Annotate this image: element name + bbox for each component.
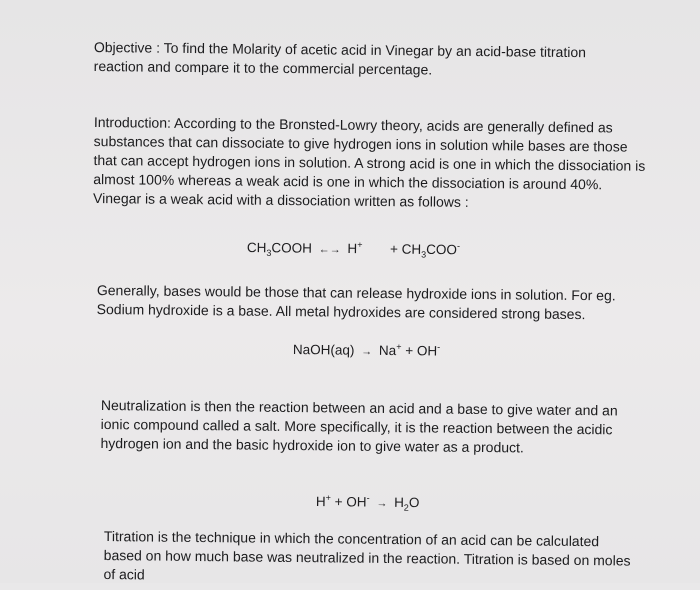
neutralization-paragraph: Neutralization is then the reaction between an acid and a base to give water and an ionic compound called a salt. More specifically, it is the reaction between the acidic hydrogen ion and the basic hydroxide ion to give water as a product. xyxy=(100,396,618,456)
water-formation-equation: $H^+ + OH^- \to H_2O$ xyxy=(315,492,420,513)
introduction-paragraph: Introduction: According to the Bronsted-Lowry theory, acids are generally defined as substances that can dissociate to give hydrogen ions in solution while bases are those that can accept hydrogen ions in solution. A strong acid is one in which the dissociation is almost 100% whereas a weak acid is one in which the dissociation is around 40%. Vinegar is a weak acid with a dissociation written as follows : xyxy=(93,113,646,210)
acetic-acid-dissociation-equation: $CH_3COOH$ ←→ $H^+ + CH_3COO^-$ xyxy=(246,239,461,260)
titration-paragraph: Titration is the technique in which the concentration of an acid can be calculated based on how much base was neutralized in the reaction. Titration is based on moles of acid xyxy=(103,527,631,583)
bases-paragraph: Generally, bases would be those that can release hydroxide ions in solution. For eg. Sodium hydroxide is a base. All metal hydroxides are considered strong bases. xyxy=(96,281,616,323)
equilibrium-arrow: ←→ xyxy=(318,243,341,256)
reaction-arrow: → xyxy=(361,345,373,358)
objective-paragraph: Objective : To find the Molarity of acetic acid in Vinegar by an acid-base titration reaction and compare it to the commercial percentage. xyxy=(93,38,587,78)
reaction-arrow: → xyxy=(376,497,388,510)
sodium-hydroxide-equation: NaOH(aq) → Na+ + OH- xyxy=(292,341,441,359)
